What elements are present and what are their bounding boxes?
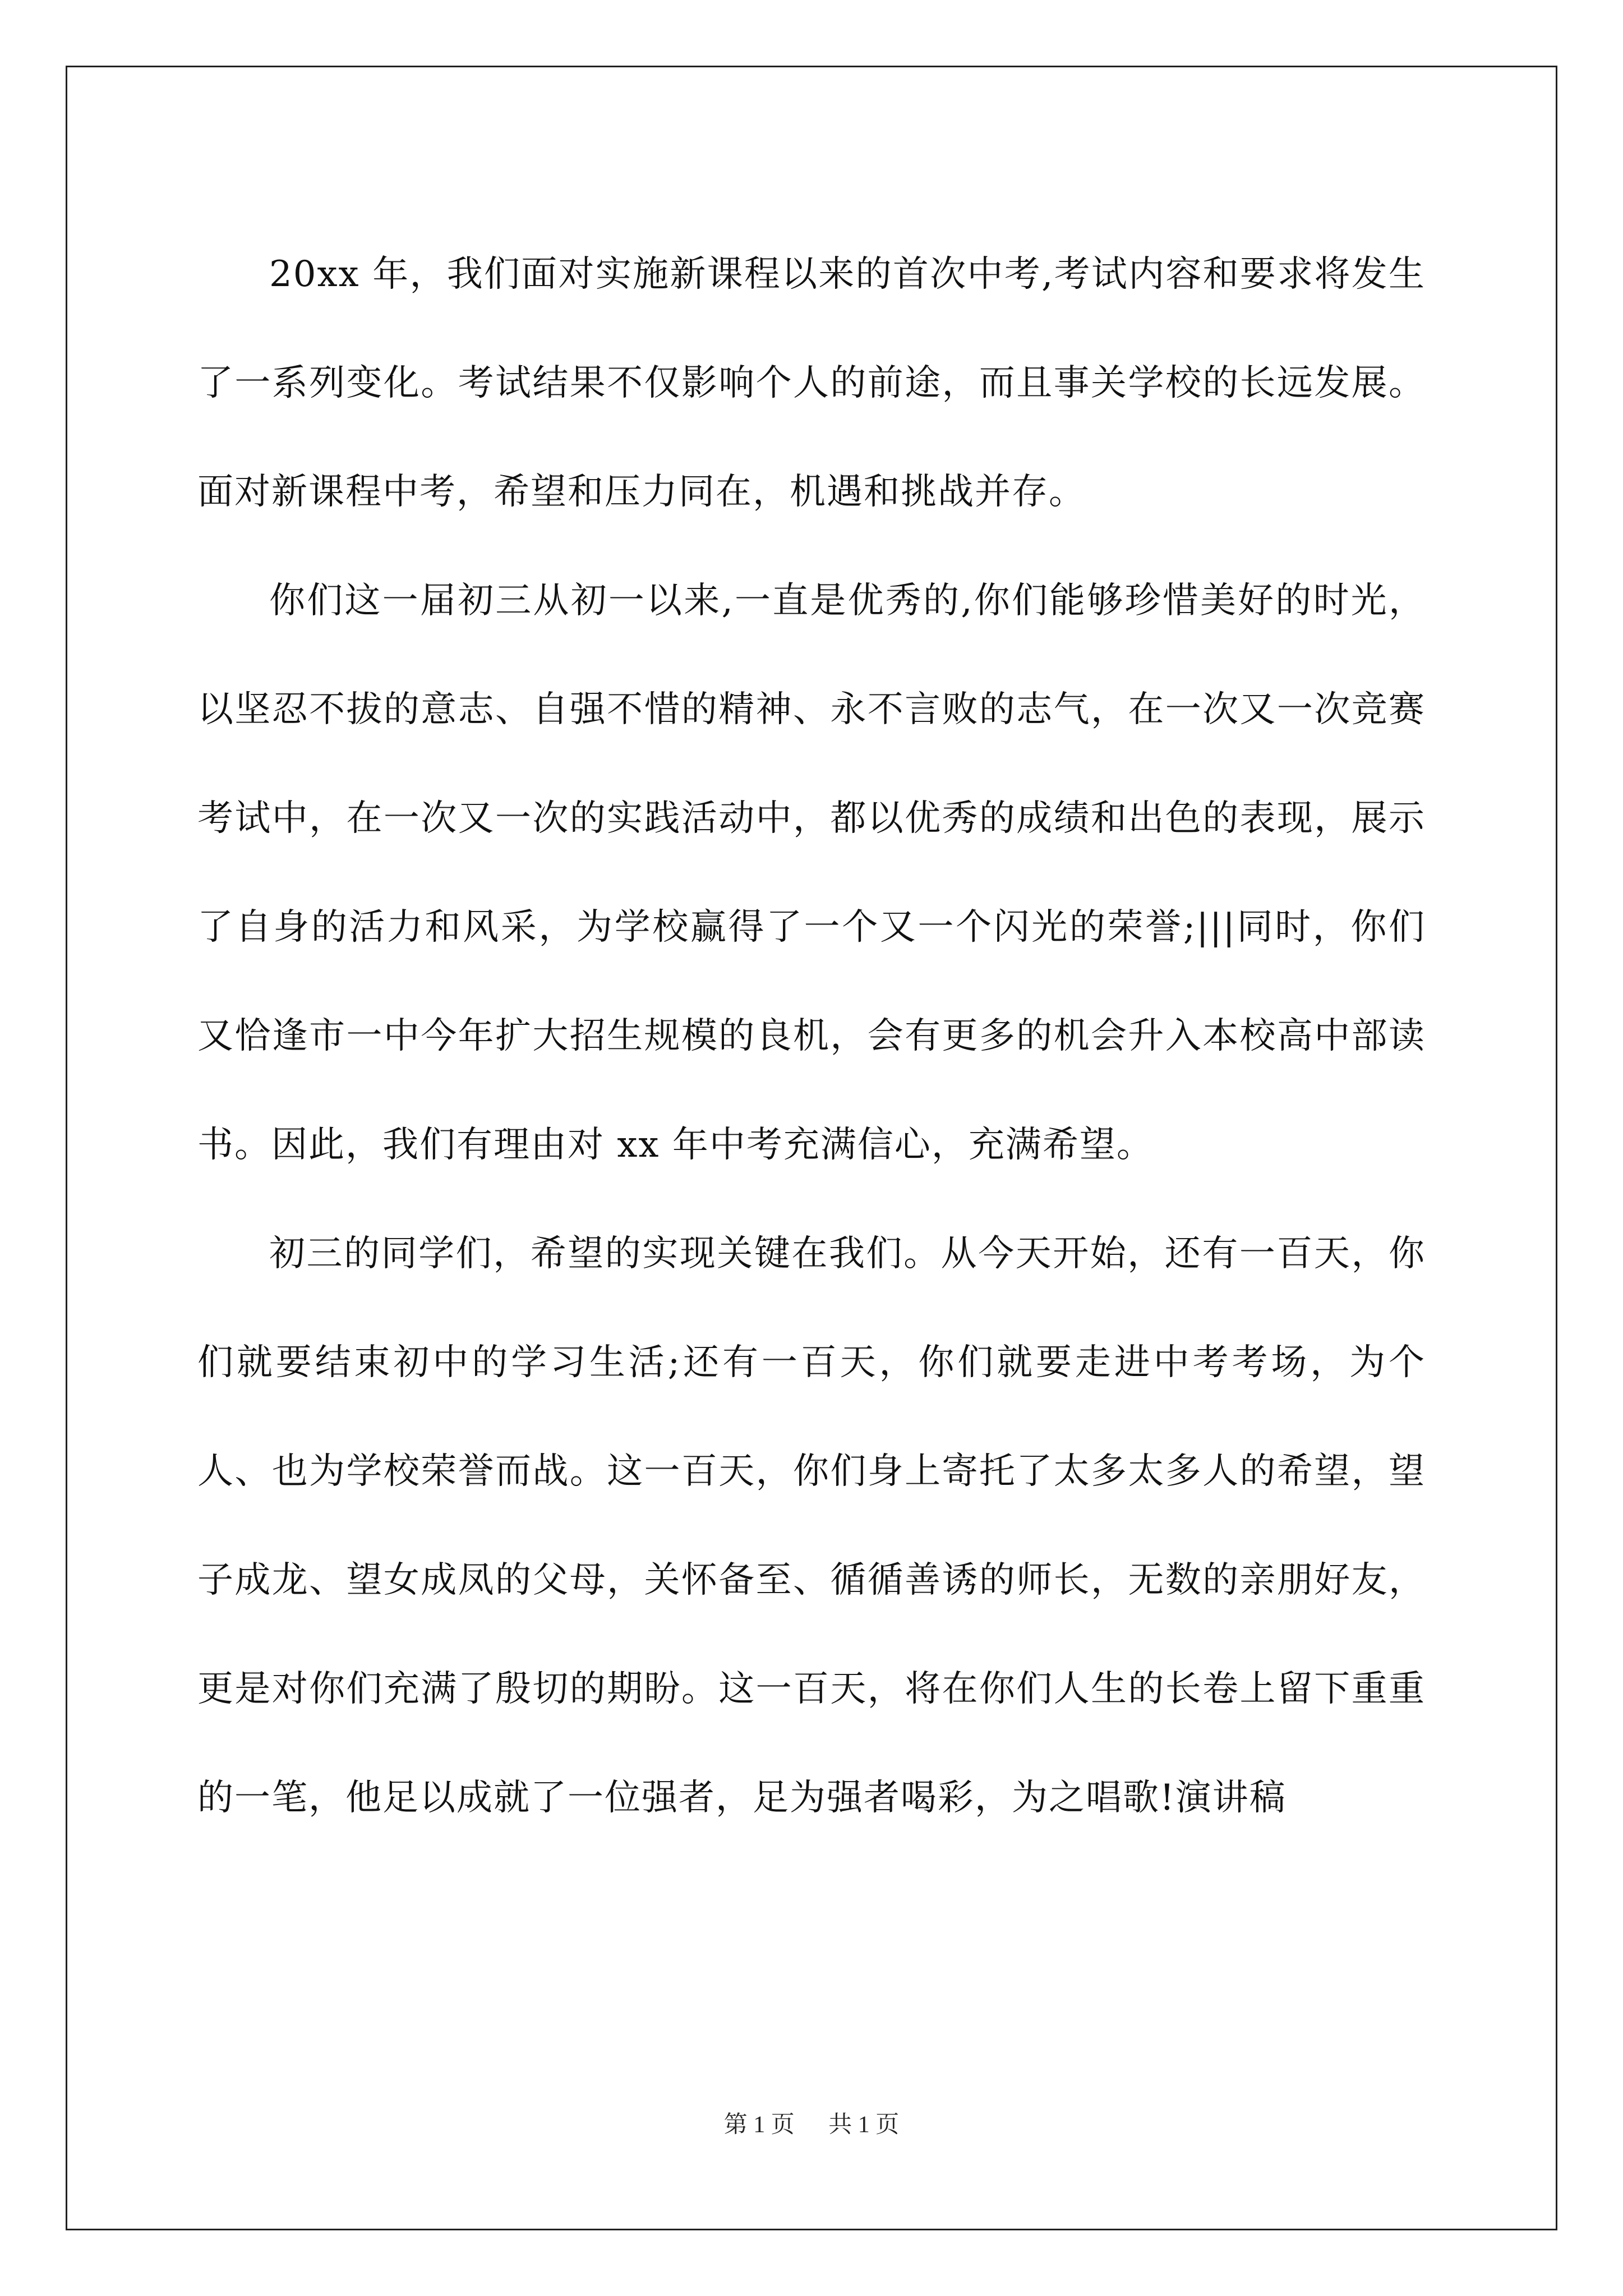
- page-number: 第 1 页: [723, 2112, 795, 2138]
- page-count: 共 1 页: [828, 2112, 900, 2138]
- paragraph-3: 初三的同学们，希望的实现关键在我们。从今天开始，还有一百天，你们就要结束初中的学习生活;还有一百天，你们就要走进中考考场，为个人、也为学校荣誉而战。这一百天，你们身上寄托了太多太多人的希望，望子成龙、望女成凤的父母，关怀备至、循循善诱的师长，无数的亲朋好友，更是对你们充满了殷切的期盼。这一百天，将在你们人生的长卷上留下重重的一笔，他足以成就了一位强者，足为强者喝彩，为之唱歌!演讲稿: [197, 1233, 1426, 1819]
- paragraph-2: 你们这一届初三从初一以来,一直是优秀的,你们能够珍惜美好的时光，以坚忍不拔的意志、自强不惜的精神、永不言败的志气，在一次又一次竞赛考试中，在一次又一次的实践活动中，都以优秀的成绩和出色的表现，展示了自身的活力和风采，为学校赢得了一个又一个闪光的荣誉;|||同时，你们又恰逢市一中今年扩大招生规模的良机，会有更多的机会升入本校高中部读书。因此，我们有理由对 xx 年中考充满信心，充满希望。: [197, 580, 1426, 1166]
- page-footer: [0, 2108, 1623, 2142]
- document-body: [197, 220, 1426, 1852]
- paragraph-1: 20xx 年，我们面对实施新课程以来的首次中考,考试内容和要求将发生了一系列变化。考试结果不仅影响个人的前途，而且事关学校的长远发展。面对新课程中考，希望和压力同在，机遇和挑战并存。: [197, 254, 1426, 513]
